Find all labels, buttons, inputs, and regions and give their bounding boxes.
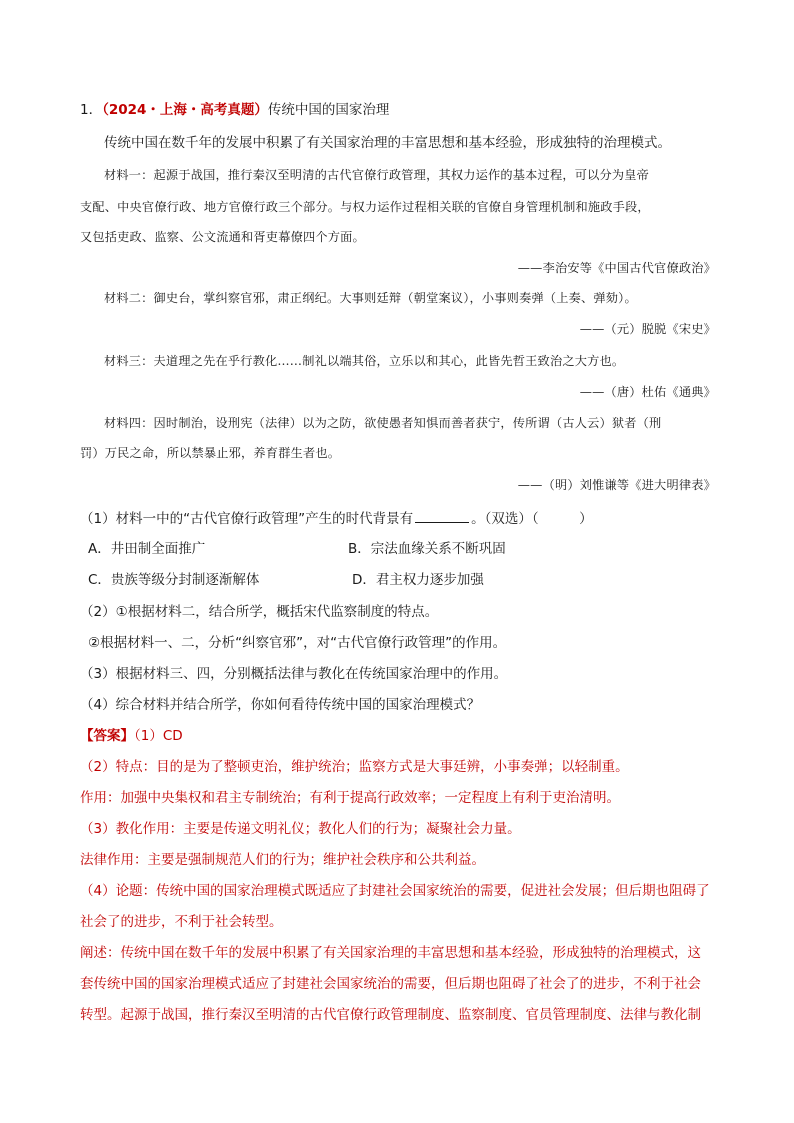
subquestion-2-1: （2）①根据材料二，结合所学，概括宋代监察制度的特点。 xyxy=(80,604,439,620)
answer-4-line-4: 套传统中国的国家治理模式适应了封建社会国家统治的需要，但后期也阻碍了社会了的进步，不利于社会 xyxy=(80,976,701,992)
question-intro: 传统中国在数千年的发展中积累了有关国家治理的丰富思想和基本经验，形成独特的治理模式。 xyxy=(104,135,671,151)
option-b: B．宗法血缘关系不断巩固 xyxy=(348,541,506,557)
source-close: ） xyxy=(254,102,268,118)
material-4-line-1: 材料四：因时制治，设刑宪（法律）以为之防，欲使愚者知惧而善者获宁，传所谓（古人云）狱者（刑 xyxy=(104,416,662,430)
material-2-line-1: 材料二：御史台，掌纠察官邪，肃正纲纪。大事则廷辩（朝堂案议），小事则奏弹（上奏、弹劾）。 xyxy=(104,291,637,305)
answer-2-line-2: 作用：加强中央集权和君主专制统治；有利于提高行政效率；一定程度上有利于吏治清明。 xyxy=(80,790,620,806)
answer-1: （1）CD xyxy=(134,728,183,744)
question-topic: 传统中国的国家治理 xyxy=(267,102,390,118)
subquestion-1 xyxy=(80,508,593,528)
material-1-line-3: 又包括吏政、监察、公文流通和胥吏幕僚四个方面。 xyxy=(80,230,365,244)
material-2-source: ——（元）脱脱《宋史》 xyxy=(579,322,716,336)
answer-blank xyxy=(415,508,469,523)
subquestion-3: （3）根据材料三、四，分别概括法律与教化在传统国家治理中的作用。 xyxy=(80,666,508,682)
answer-2-line-1: （2）特点：目的是为了整顿吏治，维护统治；监察方式是大事廷辨，小事奏弹；以轻制重。 xyxy=(80,759,629,775)
answer-3-line-1: （3）教化作用：主要是传递文明礼仪；教化人们的行为；凝聚社会力量。 xyxy=(80,821,521,837)
material-1-line-2: 支配、中央官僚行政、地方官僚行政三个部分。与权力运作过程相关联的官僚自身管理机制和施政手段， xyxy=(80,200,650,214)
question-header xyxy=(80,101,389,119)
answer-4-line-5: 转型。起源于战国，推行秦汉至明清的古代官僚行政管理制度、监察制度、官员管理制度、法律与教化制 xyxy=(80,1007,701,1023)
material-3-line-1: 材料三：夫道理之先在乎行教化……制礼以端其俗，立乐以和其心，此皆先哲王致治之大方也。 xyxy=(104,354,625,368)
subquestion-4: （4）综合材料并结合所学，你如何看待传统中国的国家治理模式？ xyxy=(80,697,481,713)
option-d: D．君主权力逐步加强 xyxy=(352,572,484,588)
material-1-source: ——李治安等《中国古代官僚政治》 xyxy=(517,261,716,275)
source-open: （ xyxy=(102,102,109,118)
answer-3-line-2: 法律作用：主要是强制规范人们的行为；维护社会秩序和公共利益。 xyxy=(80,852,485,868)
material-4-source: ——（明）刘惟谦等《进大明律表》 xyxy=(517,478,716,492)
answer-4-line-2: 社会了的进步，不利于社会转型。 xyxy=(80,914,283,930)
material-1-line-1: 材料一：起源于战国，推行秦汉至明清的古代官僚行政管理，其权力运作的基本过程，可以分为皇帝 xyxy=(104,168,650,182)
material-3-source: ——（唐）杜佑《通典》 xyxy=(579,385,716,399)
option-c: C．贵族等级分封制逐渐解体 xyxy=(88,572,260,588)
answer-label: 【答案】 xyxy=(80,728,134,744)
material-4-line-2: 罚）万民之命，所以禁暴止邪，养育群生者也。 xyxy=(80,446,341,460)
question-number: 1． xyxy=(80,102,103,118)
answer-4-line-1: （4）论题：传统中国的国家治理模式既适应了封建社会国家统治的需要，促进社会发展；但后期也阻碍了 xyxy=(80,883,710,899)
subquestion-2-2: ②根据材料一、二，分析“纠察官邪”，对“古代官僚行政管理”的作用。 xyxy=(88,635,507,651)
answer-header xyxy=(80,727,183,745)
question-source: 2024・上海・高考真题 xyxy=(108,102,255,118)
subquestion-1-text: （1）材料一中的“古代官僚行政管理”产生的时代背景有 xyxy=(80,511,414,527)
subquestion-1-suffix: 。（双选）（ ） xyxy=(471,511,593,527)
answer-4-line-3: 阐述：传统中国在数千年的发展中积累了有关国家治理的丰富思想和基本经验，形成独特的治理模式，这 xyxy=(80,945,701,961)
option-a: A．井田制全面推广 xyxy=(88,541,206,557)
